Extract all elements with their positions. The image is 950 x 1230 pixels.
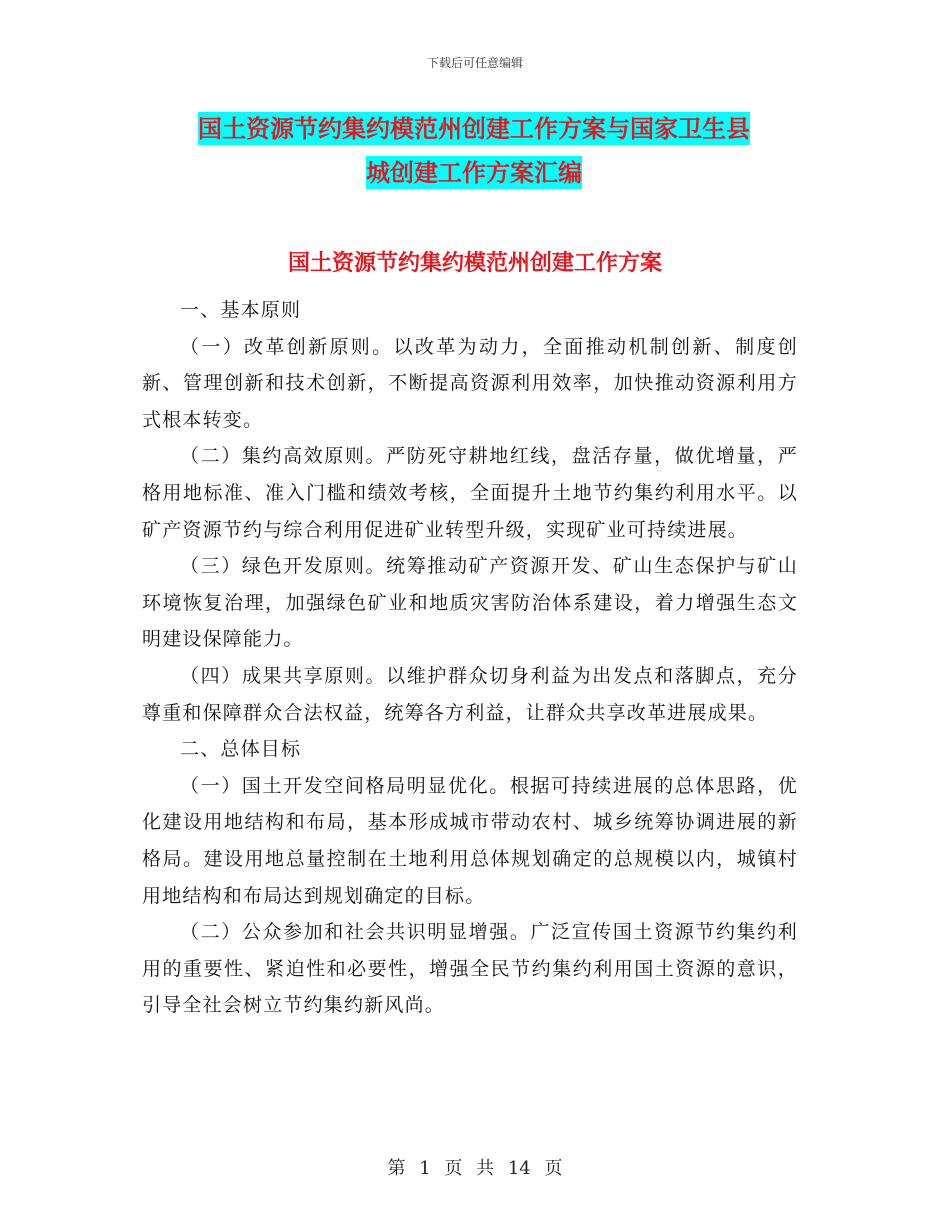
title-highlight-2: 城创建工作方案汇编 <box>366 158 582 187</box>
header-note: 下载后可任意编辑 <box>426 56 523 70</box>
paragraph: （一）国土开发空间格局明显优化。根据可持续进展的总体思路，优化建设用地结构和布局，基本形成城市带动农村、城乡统筹协调进展的新格局。建设用地总量控制在土地利用总体规划确定的总规模以内，城镇村用地结构和布局达到规划确定的目标。 <box>142 774 798 907</box>
paragraph: （二）公众参加和社会共识明显增强。广泛宣传国土资源节约集约利用的重要性、紧迫性和必要性，增强全民节约集约利用国土资源的意识，引导全社会树立节约集约新风尚。 <box>142 921 798 1017</box>
section-title: 国土资源节约集约模范州创建工作方案 <box>287 250 662 276</box>
title-highlight-1: 国土资源节约集约模范州创建工作方案与国家卫生县 <box>198 114 750 143</box>
heading-overall-goals: 二、总体目标 <box>180 738 302 761</box>
paragraph: （二）集约高效原则。严防死守耕地红线，盘活存量，做优增量，严格用地标准、准入门槛和绩效考核，全面提升土地节约集约利用水平。以矿产资源节约与综合利用促进矿业转型升级，实现矿业可持续进展。 <box>142 445 798 541</box>
heading-basic-principles: 一、基本原则 <box>180 299 302 321</box>
paragraph: （一）改革创新原则。以改革为动力，全面推动机制创新、制度创新、管理创新和技术创新，不断提高资源利用效率，加快推动资源利用方式根本转变。 <box>142 335 798 431</box>
paragraph: （三）绿色开发原则。统筹推动矿产资源开发、矿山生态保护与矿山环境恢复治理，加强绿色矿业和地质灾害防治体系建设，着力增强生态文明建设保障能力。 <box>142 555 798 651</box>
paragraph: （四）成果共享原则。以维护群众切身利益为出发点和落脚点，充分尊重和保障群众合法权益，统筹各方利益，让群众共享改革进展成果。 <box>142 664 798 724</box>
document-title-line-2 <box>140 152 808 194</box>
body-text <box>142 292 798 1024</box>
page-number: 第 1 页 共 14 页 <box>387 1158 563 1179</box>
document-title-line-1 <box>140 108 808 150</box>
